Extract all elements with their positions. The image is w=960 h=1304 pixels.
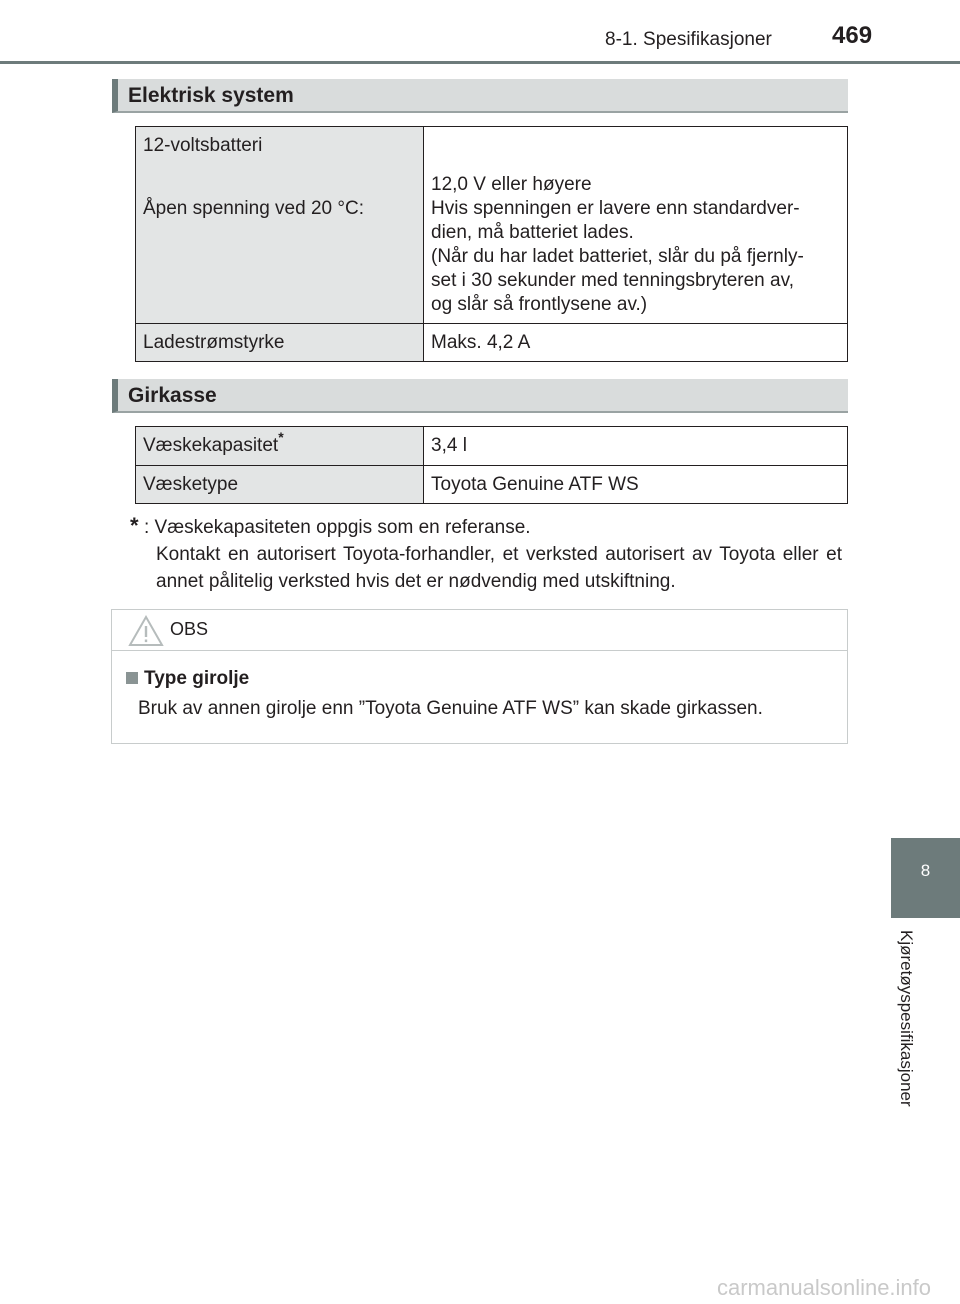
- section-heading-electrical: Elektrisk system: [112, 79, 848, 113]
- battery-value-line: Hvis spenningen er lavere enn standardver-: [431, 198, 800, 219]
- caution-item-title-text: Type girolje: [144, 668, 250, 689]
- footnote-star: *: [130, 513, 139, 538]
- section-heading-gearbox: Girkasse: [112, 379, 848, 413]
- footnote-line-2: Kontakt en autorisert Toyota-forhandler, et verksted autorisert av Toyota eller et annet pålitelig verksted hvis det er nødvendig med utskiftning.: [156, 544, 842, 592]
- battery-label: 12-voltsbatteri: [143, 135, 263, 156]
- battery-value-line: (Når du har ladet batteriet, slår du på fjernly-: [431, 246, 804, 267]
- current-label: Ladestrømstyrke: [136, 324, 424, 362]
- battery-value-cell: [424, 127, 848, 324]
- caution-box: [111, 609, 848, 744]
- chapter-label: Kjøretøyspesifikasjoner: [897, 930, 916, 1107]
- capacity-label-cell: [136, 427, 424, 466]
- battery-label-cell: [136, 127, 424, 324]
- fluid-type-value: Toyota Genuine ATF WS: [424, 466, 848, 504]
- gearbox-spec-table: [135, 426, 848, 504]
- capacity-value: 3,4 l: [424, 427, 848, 466]
- footnote-line-1: : Væskekapasiteten oppgis som en referanse.: [144, 517, 531, 538]
- warning-icon: [128, 615, 164, 647]
- caution-label: OBS: [170, 619, 209, 639]
- battery-value-line: set i 30 sekunder med tenningsbryteren av,: [431, 270, 794, 291]
- table-row: [136, 427, 848, 466]
- battery-value-line: 12,0 V eller høyere: [431, 174, 592, 195]
- caution-item-text: Bruk av annen girolje enn ”Toyota Genuine ATF WS” kan skade girkassen.: [138, 698, 763, 719]
- watermark: carmanualsonline.info: [717, 1275, 932, 1300]
- capacity-label: Væskekapasitet: [143, 435, 279, 456]
- bullet-square-icon: [126, 672, 138, 684]
- chapter-tab: 8: [891, 838, 960, 918]
- battery-value-line: og slår så frontlysene av.): [431, 294, 648, 315]
- page-number: 469: [832, 22, 873, 49]
- section-title: 8-1. Spesifikasjoner: [605, 29, 772, 50]
- fluid-type-label: Væsketype: [136, 466, 424, 504]
- battery-voltage-label: Åpen spenning ved 20 °C:: [143, 198, 364, 219]
- table-row: [136, 466, 848, 504]
- caution-item-title: [126, 668, 249, 690]
- caution-divider: [112, 650, 847, 651]
- footnote-mark: *: [278, 429, 284, 445]
- header-divider: [0, 61, 960, 64]
- battery-value-line: dien, må batteriet lades.: [431, 222, 634, 243]
- table-row: [136, 324, 848, 362]
- electrical-spec-table: [135, 126, 848, 362]
- table-row: [136, 127, 848, 324]
- current-value: Maks. 4,2 A: [424, 324, 848, 362]
